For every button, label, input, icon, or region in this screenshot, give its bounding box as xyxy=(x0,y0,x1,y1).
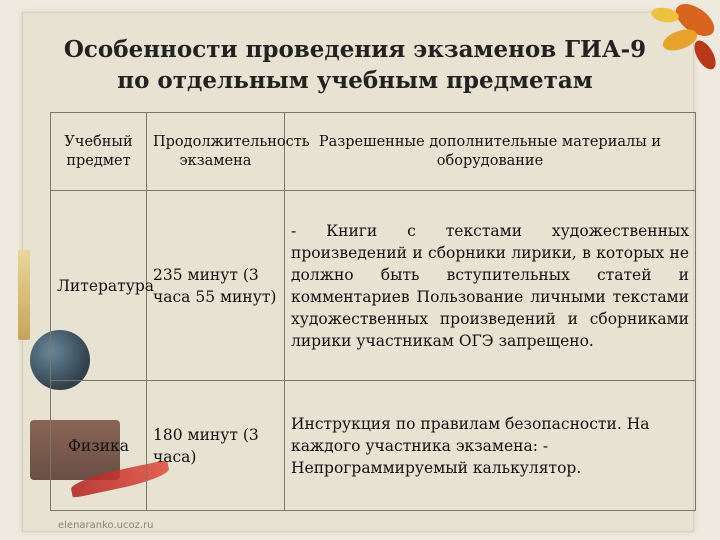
row-subject: Физика xyxy=(51,381,147,511)
exam-table xyxy=(50,112,696,511)
row-materials: Инструкция по правилам безопасности. На каждого участника экзамена: - Непрограммируемый калькулятор. xyxy=(285,381,696,511)
header-subject: Учебный предмет xyxy=(51,113,147,191)
row-duration: 235 минут (3 часа 55 минут) xyxy=(147,191,285,381)
watermark: elenaranko.ucoz.ru xyxy=(58,520,154,531)
candle-decoration xyxy=(18,250,30,340)
row-materials: - Книги с текстами художественных произведений и сборники лирики, в которых не должно быть вступительных статей и комментариев Пользование личными текстами художественных произведений и сборниками лирики участникам ОГЭ запрещено. xyxy=(285,191,696,381)
row-subject: Литература xyxy=(51,191,147,381)
table-row xyxy=(51,381,696,511)
header-materials: Разрешенные дополнительные материалы и оборудование xyxy=(285,113,696,191)
table-row xyxy=(51,191,696,381)
header-duration: Продолжительность экзамена xyxy=(147,113,285,191)
slide-title: Особенности проведения экзаменов ГИА-9 по отдельным учебным предметам xyxy=(63,36,647,94)
row-duration: 180 минут (3 часа) xyxy=(147,381,285,511)
table-header-row xyxy=(51,113,696,191)
